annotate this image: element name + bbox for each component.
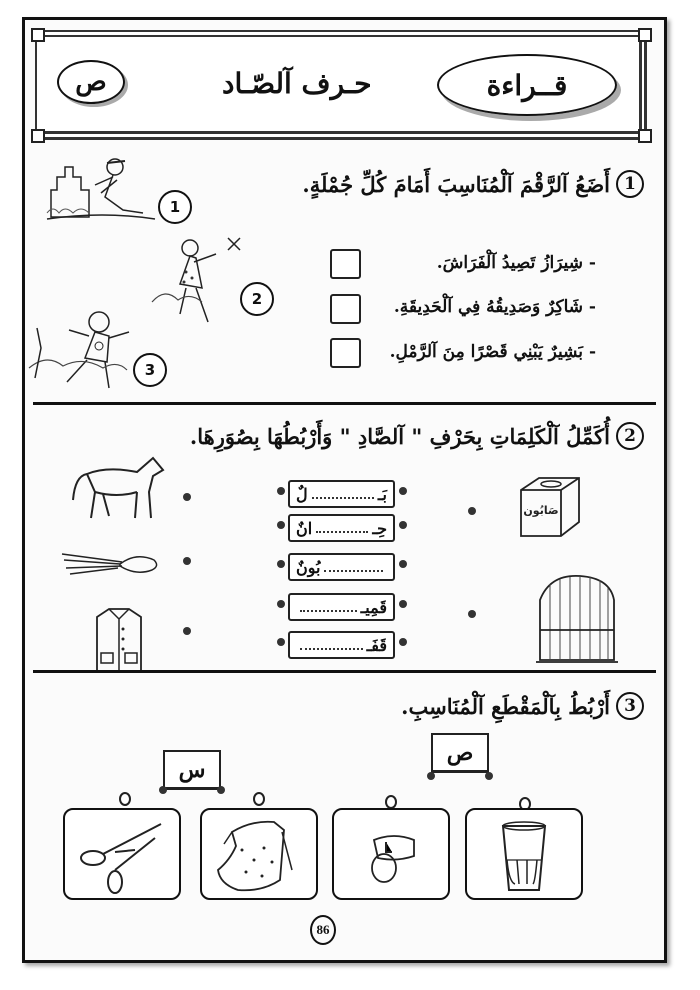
section-divider bbox=[33, 402, 656, 405]
exercise-1-heading bbox=[302, 170, 644, 198]
banner-corner-ornament bbox=[31, 28, 45, 42]
connector-dot[interactable] bbox=[277, 487, 285, 495]
connector-dot[interactable] bbox=[399, 521, 407, 529]
sentence-2: - شَاكِرٌ وَصَدِيقُهُ فِي آلْحَدِيقَةِ. bbox=[393, 297, 596, 317]
answer-box-3[interactable] bbox=[330, 338, 361, 368]
word-box-5[interactable]: قَفَـ bbox=[288, 631, 395, 659]
answer-box-1[interactable] bbox=[330, 249, 361, 279]
blank-line bbox=[300, 610, 357, 612]
blank-line bbox=[312, 497, 374, 499]
lesson-title: حـرف آلصّـاد bbox=[222, 67, 372, 100]
connector-dot[interactable] bbox=[485, 772, 493, 780]
soap-icon bbox=[515, 472, 585, 542]
worksheet-page bbox=[22, 17, 667, 963]
syllable-box-seen: س bbox=[163, 750, 221, 790]
exercise-instruction: أَضَعُ آلرَّقْمَ آلْمُنَاسِبَ أَمَامَ كُلِّ جُمْلَةٍ. bbox=[302, 171, 610, 197]
picture-number-3: 3 bbox=[133, 353, 167, 387]
connector-dot[interactable] bbox=[399, 638, 407, 646]
picture-card-scissors bbox=[63, 808, 181, 900]
shirt-icon bbox=[87, 605, 151, 675]
word-box-2[interactable]: حِـ انٌ bbox=[288, 514, 395, 542]
connector-dot[interactable] bbox=[183, 493, 191, 501]
exercise-number: 2 bbox=[616, 422, 644, 450]
word-box-4[interactable]: قَمِيـ bbox=[288, 593, 395, 621]
connector-ring[interactable] bbox=[253, 792, 265, 806]
sentence-3: - بَشِيرٌ يَبْنِي قَصْرًا مِنَ آلرَّمْلِ. bbox=[389, 342, 596, 362]
picture-number-1: 1 bbox=[158, 190, 192, 224]
connector-dot[interactable] bbox=[277, 600, 285, 608]
onion-icon bbox=[60, 548, 160, 578]
girl-chasing-butterfly-icon bbox=[150, 232, 250, 332]
connector-dot[interactable] bbox=[468, 507, 476, 515]
picture-card-glass bbox=[465, 808, 583, 900]
word-box-3[interactable]: بُونٌ bbox=[288, 553, 395, 581]
birdcage-icon bbox=[530, 570, 620, 670]
connector-dot[interactable] bbox=[468, 610, 476, 618]
word-box-1[interactable]: بَـ لٌ bbox=[288, 480, 395, 508]
exercise-number: 1 bbox=[616, 170, 644, 198]
connector-ring[interactable] bbox=[385, 795, 397, 809]
exercise-instruction: أَرْبُطُ بِآلْمَقْطَعِ آلْمُنَاسِبِ. bbox=[401, 693, 610, 719]
banner-corner-ornament bbox=[638, 129, 652, 143]
blank-line bbox=[324, 570, 383, 572]
glass-cup-icon bbox=[467, 810, 580, 896]
connector-dot[interactable] bbox=[217, 786, 225, 794]
svg-text:صَابُون: صَابُون bbox=[523, 504, 559, 517]
connector-dot[interactable] bbox=[277, 560, 285, 568]
exercise-2-heading bbox=[190, 422, 644, 450]
connector-dot[interactable] bbox=[277, 521, 285, 529]
dress-icon bbox=[202, 810, 315, 896]
page-number: 86 bbox=[310, 915, 336, 945]
connector-dot[interactable] bbox=[277, 638, 285, 646]
subject-label: قــراءة bbox=[437, 54, 617, 116]
picture-number-2: 2 bbox=[240, 282, 274, 316]
sentence-1: - شِيرَازُ تَصِيدُ آلْفَرَاشَ. bbox=[436, 253, 596, 273]
blank-line bbox=[300, 648, 363, 650]
letter-badge: ص bbox=[57, 60, 125, 104]
connector-dot[interactable] bbox=[399, 487, 407, 495]
connector-dot[interactable] bbox=[183, 627, 191, 635]
connector-ring[interactable] bbox=[119, 792, 131, 806]
picture-card-plate bbox=[332, 808, 450, 900]
connector-dot[interactable] bbox=[183, 557, 191, 565]
boys-playing-in-garden-icon bbox=[27, 308, 152, 393]
banner-corner-ornament bbox=[31, 129, 45, 143]
section-divider bbox=[33, 670, 656, 673]
syllable-box-saad: ص bbox=[431, 733, 489, 773]
blank-line bbox=[316, 531, 368, 533]
exercise-instruction: أُكَمِّلُ آلْكَلِمَاتِ بِحَرْفِ " آلصَّادِ " وَأَرْبُطُهَا بِصُوَرِهَا. bbox=[189, 423, 610, 449]
banner-corner-ornament bbox=[638, 28, 652, 42]
connector-dot[interactable] bbox=[427, 772, 435, 780]
horse-icon bbox=[67, 452, 167, 524]
plate-icon bbox=[334, 810, 447, 896]
exercise-number: 3 bbox=[616, 692, 644, 720]
header-banner bbox=[35, 30, 647, 140]
picture-card-dress bbox=[200, 808, 318, 900]
exercise-3-heading bbox=[401, 692, 644, 720]
scissors-icon bbox=[65, 810, 178, 896]
boy-building-sandcastle-icon bbox=[43, 155, 158, 225]
connector-dot[interactable] bbox=[159, 786, 167, 794]
connector-dot[interactable] bbox=[399, 560, 407, 568]
connector-dot[interactable] bbox=[399, 600, 407, 608]
answer-box-2[interactable] bbox=[330, 294, 361, 324]
